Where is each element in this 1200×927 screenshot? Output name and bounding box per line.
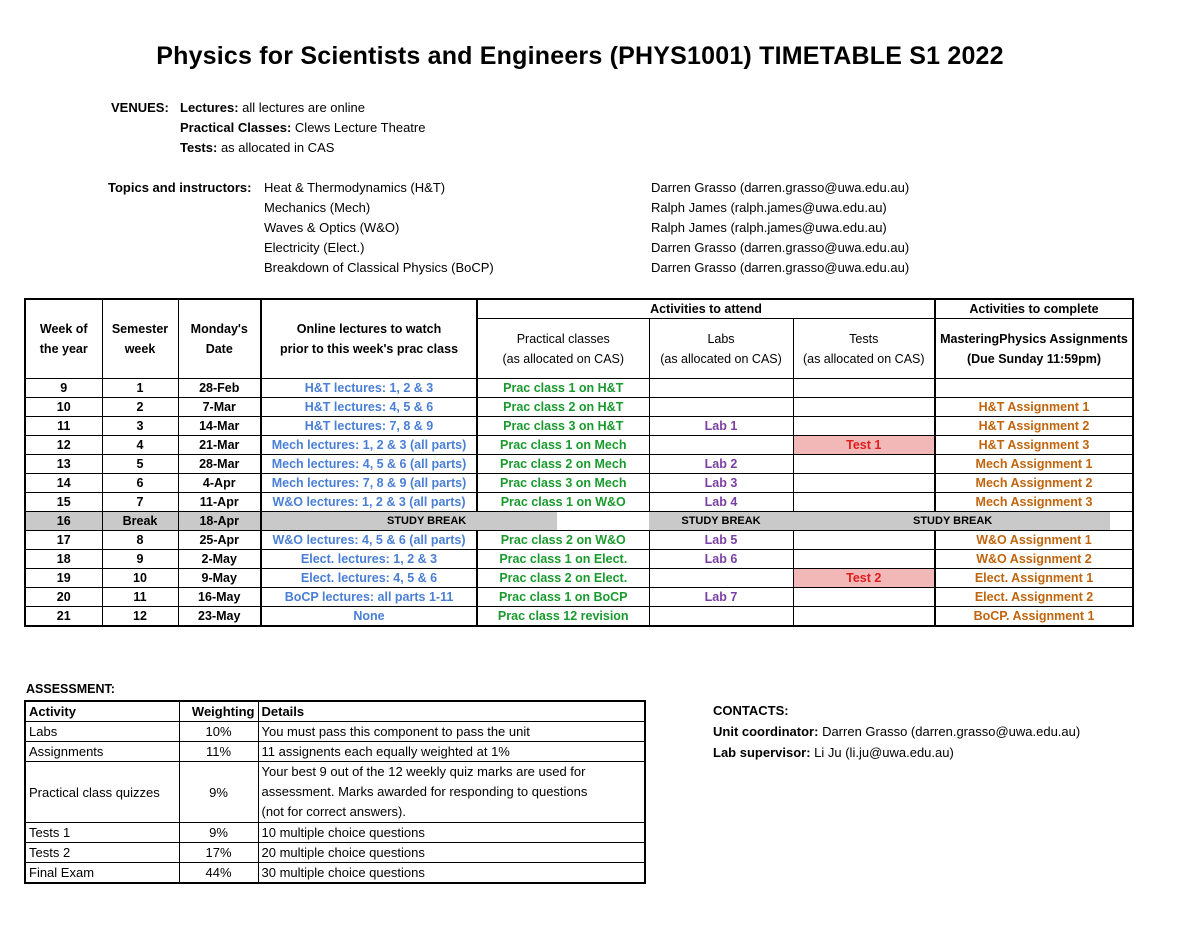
lecture-cell: Elect. lectures: 4, 5 & 6 [261, 569, 477, 588]
lab-cell [649, 569, 793, 588]
monday-date: 7-Mar [178, 398, 261, 417]
semester-week: 6 [102, 474, 178, 493]
week-of-year: 12 [25, 436, 102, 455]
semester-week: 1 [102, 379, 178, 398]
study-break-row [25, 512, 1133, 531]
header-monday-date [178, 299, 261, 379]
week-of-year: 9 [25, 379, 102, 398]
topic-item: Mechanics (Mech) [264, 200, 371, 215]
header-text: MasteringPhysics Assignments [940, 331, 1128, 346]
test-cell [793, 607, 935, 627]
assessment-activity: Final Exam [25, 863, 179, 884]
assessment-activity: Tests 2 [25, 843, 179, 863]
semester-week: 12 [102, 607, 178, 627]
topics-label: Topics and instructors: [108, 180, 252, 195]
topic-item: Waves & Optics (W&O) [264, 220, 400, 235]
week-of-year: 11 [25, 417, 102, 436]
prac-class-cell: Prac class 1 on Mech [477, 436, 649, 455]
timetable-row [25, 569, 1133, 588]
lecture-cell: None [261, 607, 477, 627]
assessment-details [258, 762, 645, 823]
monday-date: 14-Mar [178, 417, 261, 436]
semester-week: 5 [102, 455, 178, 474]
test-cell: Test 2 [793, 569, 935, 588]
assessment-header-details: Details [258, 701, 645, 722]
lab-cell: Lab 7 [649, 588, 793, 607]
semester-week: 3 [102, 417, 178, 436]
header-activities-complete: Activities to complete [935, 299, 1133, 319]
semester-week: 4 [102, 436, 178, 455]
venues-label: VENUES: [111, 100, 169, 115]
header-text: (Due Sunday 11:59pm) [966, 351, 1102, 366]
test-cell [793, 474, 935, 493]
assessment-weighting: 44% [179, 863, 258, 884]
study-break-label: STUDY BREAK [385, 512, 557, 531]
assignment-cell: H&T Assignment 3 [935, 436, 1133, 455]
assessment-weighting: 17% [179, 843, 258, 863]
lecture-cell: Elect. lectures: 1, 2 & 3 [261, 550, 477, 569]
lecture-cell: H&T lectures: 7, 8 & 9 [261, 417, 477, 436]
study-break-label: STUDY BREAK [913, 512, 1111, 531]
topic-item: Heat & Thermodynamics (H&T) [264, 180, 446, 195]
contact-coordinator [713, 721, 1080, 742]
monday-date: 25-Apr [178, 531, 261, 550]
lab-cell [649, 398, 793, 417]
contact-coordinator-label: Unit coordinator: [713, 724, 819, 739]
instructor-item: Darren Grasso (darren.grasso@uwa.edu.au) [651, 180, 910, 195]
prac-class-cell: Prac class 2 on H&T [477, 398, 649, 417]
venue-lectures-label: Lectures: [180, 100, 239, 115]
monday-date: 21-Mar [178, 436, 261, 455]
monday-date: 18-Apr [178, 512, 261, 531]
prac-class-cell: Prac class 1 on BoCP [477, 588, 649, 607]
lab-cell: Lab 5 [649, 531, 793, 550]
timetable-row [25, 607, 1133, 627]
header-text: Week of [39, 322, 88, 336]
timetable-row [25, 417, 1133, 436]
assessment-header-weighting: Weighting [179, 701, 258, 722]
assessment-weighting: 10% [179, 722, 258, 742]
contacts [713, 700, 1080, 763]
timetable-row [25, 493, 1133, 512]
timetable-row [25, 474, 1133, 493]
header-text: week [124, 342, 156, 356]
monday-date: 4-Apr [178, 474, 261, 493]
timetable-row [25, 398, 1133, 417]
timetable [24, 298, 1134, 627]
header-online-lectures [261, 299, 477, 379]
lecture-cell: H&T lectures: 4, 5 & 6 [261, 398, 477, 417]
assessment-weighting: 11% [179, 742, 258, 762]
prac-class-cell: Prac class 3 on H&T [477, 417, 649, 436]
venue-tests [180, 138, 334, 158]
semester-week: 8 [102, 531, 178, 550]
prac-class-cell: Prac class 3 on Mech [477, 474, 649, 493]
instructor-item: Darren Grasso (darren.grasso@uwa.edu.au) [651, 240, 910, 255]
header-text: (as allocated on CAS) [502, 351, 625, 366]
header-practical-classes [477, 319, 649, 379]
assignment-cell: H&T Assignment 2 [935, 417, 1133, 436]
lecture-cell: Mech lectures: 4, 5 & 6 (all parts) [261, 455, 477, 474]
week-of-year: 20 [25, 588, 102, 607]
topic-item: Electricity (Elect.) [264, 240, 365, 255]
test-cell [793, 531, 935, 550]
venue-lectures-value: all lectures are online [242, 100, 366, 115]
test-cell [793, 550, 935, 569]
topic-list [264, 178, 494, 278]
assignment-cell: W&O Assignment 1 [935, 531, 1133, 550]
monday-date: 28-Mar [178, 455, 261, 474]
page-title: Physics for Scientists and Engineers (PHYS1001) TIMETABLE S1 2022 [156, 42, 1004, 70]
test-cell [793, 493, 935, 512]
header-text: Date [205, 342, 233, 356]
prac-class-cell: Prac class 1 on Elect. [477, 550, 649, 569]
lab-cell: Lab 3 [649, 474, 793, 493]
venue-tests-label: Tests: [180, 140, 218, 155]
timetable-row [25, 455, 1133, 474]
assessment-activity: Assignments [25, 742, 179, 762]
assignment-cell: W&O Assignment 2 [935, 550, 1133, 569]
monday-date: 2-May [178, 550, 261, 569]
lecture-cell: W&O lectures: 4, 5 & 6 (all parts) [261, 531, 477, 550]
assessment-weighting: 9% [179, 762, 258, 823]
lab-cell: Lab 4 [649, 493, 793, 512]
header-semester-week [102, 299, 178, 379]
monday-date: 9-May [178, 569, 261, 588]
semester-week: 2 [102, 398, 178, 417]
monday-date: 11-Apr [178, 493, 261, 512]
prac-class-cell: Prac class 2 on Mech [477, 455, 649, 474]
topic-item: Breakdown of Classical Physics (BoCP) [264, 260, 494, 275]
week-of-year: 19 [25, 569, 102, 588]
assignment-cell: Elect. Assignment 2 [935, 588, 1133, 607]
week-of-year: 10 [25, 398, 102, 417]
contact-lab-label: Lab supervisor: [713, 745, 811, 760]
test-cell [793, 398, 935, 417]
header-text: Practical classes [516, 331, 610, 346]
test-cell [793, 417, 935, 436]
header-activities-attend: Activities to attend [477, 299, 935, 319]
assessment-row [25, 863, 645, 884]
assessment-activity: Labs [25, 722, 179, 742]
timetable-row [25, 379, 1133, 398]
header-text: Tests [849, 331, 879, 346]
assessment-row [25, 823, 645, 843]
header-labs [649, 319, 793, 379]
contacts-title: CONTACTS: [713, 703, 789, 718]
prac-class-cell: Prac class 2 on Elect. [477, 569, 649, 588]
header-tests [793, 319, 935, 379]
header-text: Semester [111, 322, 169, 336]
prac-class-cell: Prac class 2 on W&O [477, 531, 649, 550]
lab-cell [649, 379, 793, 398]
week-of-year: 16 [25, 512, 102, 531]
semester-week: 9 [102, 550, 178, 569]
instructor-item: Ralph James (ralph.james@uwa.edu.au) [651, 200, 887, 215]
details-line: assessment. Marks awarded for responding to questions [261, 784, 588, 799]
assignment-cell [935, 379, 1133, 398]
header-week-year [25, 299, 102, 379]
week-of-year: 14 [25, 474, 102, 493]
instructor-list [651, 178, 909, 278]
lab-cell [649, 436, 793, 455]
assessment-weighting: 9% [179, 823, 258, 843]
assignment-cell: Mech Assignment 1 [935, 455, 1133, 474]
test-cell: Test 1 [793, 436, 935, 455]
semester-week: 7 [102, 493, 178, 512]
header-text: prior to this week's prac class [279, 342, 459, 356]
timetable-row [25, 588, 1133, 607]
monday-date: 23-May [178, 607, 261, 627]
assessment-details: 10 multiple choice questions [258, 823, 645, 843]
lab-cell [649, 607, 793, 627]
contact-coordinator-value: Darren Grasso (darren.grasso@uwa.edu.au) [822, 724, 1081, 739]
header-masteringphysics [935, 319, 1133, 379]
assignment-cell: Elect. Assignment 1 [935, 569, 1133, 588]
assessment-details: 11 assignents each equally weighted at 1% [258, 742, 645, 762]
assessment-details: 30 multiple choice questions [258, 863, 645, 884]
prac-class-cell: Prac class 12 revision [477, 607, 649, 627]
header-text: the year [39, 342, 88, 356]
assessment-details: You must pass this component to pass the unit [258, 722, 645, 742]
week-of-year: 13 [25, 455, 102, 474]
assessment-header-row [25, 701, 645, 722]
semester-week: Break [102, 512, 178, 531]
venue-prac-value: Clews Lecture Theatre [294, 120, 426, 135]
header-text: (as allocated on CAS) [802, 351, 925, 366]
header-text: Online lectures to watch [296, 322, 442, 336]
lecture-cell: BoCP lectures: all parts 1-11 [261, 588, 477, 607]
header-text: Labs [707, 331, 735, 346]
venue-tests-value: as allocated in CAS [220, 140, 335, 155]
assessment-row [25, 742, 645, 762]
assessment-details: 20 multiple choice questions [258, 843, 645, 863]
monday-date: 16-May [178, 588, 261, 607]
week-of-year: 21 [25, 607, 102, 627]
week-of-year: 18 [25, 550, 102, 569]
assignment-cell: BoCP. Assignment 1 [935, 607, 1133, 627]
assessment-table [24, 700, 646, 884]
venue-prac [180, 118, 425, 138]
lab-cell: Lab 1 [649, 417, 793, 436]
timetable-row [25, 531, 1133, 550]
lecture-cell: Mech lectures: 1, 2 & 3 (all parts) [261, 436, 477, 455]
contact-lab-supervisor [713, 742, 1080, 763]
instructor-item: Ralph James (ralph.james@uwa.edu.au) [651, 220, 887, 235]
details-line: (not for correct answers). [261, 804, 406, 819]
study-break-label: STUDY BREAK [649, 512, 793, 531]
test-cell [793, 455, 935, 474]
venue-prac-label: Practical Classes: [180, 120, 292, 135]
semester-week: 10 [102, 569, 178, 588]
assessment-header-activity: Activity [25, 701, 179, 722]
lecture-cell: H&T lectures: 1, 2 & 3 [261, 379, 477, 398]
lecture-cell: W&O lectures: 1, 2 & 3 (all parts) [261, 493, 477, 512]
semester-week: 11 [102, 588, 178, 607]
week-of-year: 17 [25, 531, 102, 550]
assessment-row [25, 722, 645, 742]
lab-cell: Lab 2 [649, 455, 793, 474]
header-text: (as allocated on CAS) [660, 351, 782, 366]
instructor-item: Darren Grasso (darren.grasso@uwa.edu.au) [651, 260, 910, 275]
assessment-activity: Practical class quizzes [25, 762, 179, 823]
details-line: Your best 9 out of the 12 weekly quiz marks are used for [261, 764, 586, 779]
test-cell [793, 379, 935, 398]
assessment-row [25, 843, 645, 863]
assignment-cell: Mech Assignment 2 [935, 474, 1133, 493]
assignment-cell: H&T Assignment 1 [935, 398, 1133, 417]
test-cell [793, 588, 935, 607]
lab-cell: Lab 6 [649, 550, 793, 569]
prac-class-cell: Prac class 1 on W&O [477, 493, 649, 512]
week-of-year: 15 [25, 493, 102, 512]
timetable-row [25, 436, 1133, 455]
assessment-title: ASSESSMENT: [26, 682, 115, 696]
contact-lab-value: Li Ju (li.ju@uwa.edu.au) [814, 745, 954, 760]
assessment-row [25, 762, 645, 823]
header-text: Monday's [190, 322, 248, 336]
assignment-cell: Mech Assignment 3 [935, 493, 1133, 512]
prac-class-cell: Prac class 1 on H&T [477, 379, 649, 398]
timetable-row [25, 550, 1133, 569]
monday-date: 28-Feb [178, 379, 261, 398]
venue-lectures [180, 98, 365, 118]
assessment-activity: Tests 1 [25, 823, 179, 843]
lecture-cell: Mech lectures: 7, 8 & 9 (all parts) [261, 474, 477, 493]
